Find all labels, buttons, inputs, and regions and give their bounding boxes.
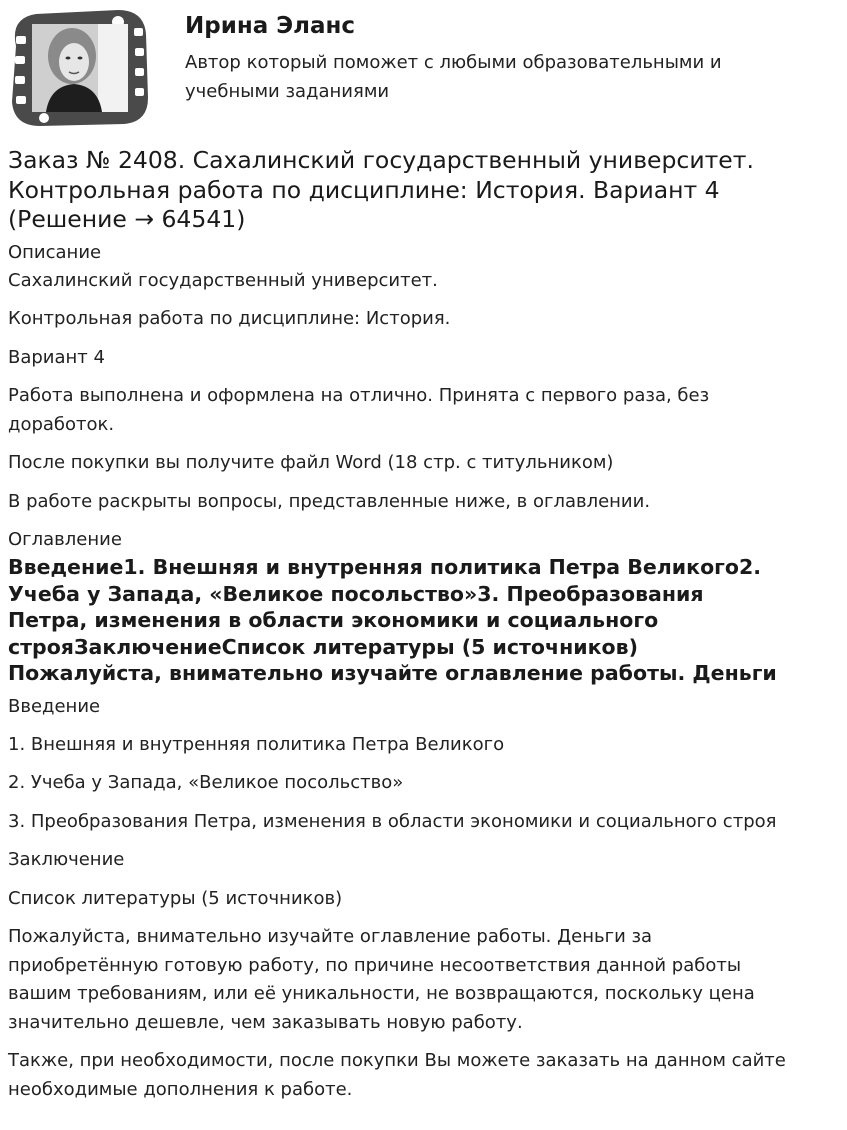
refund-notice-line: вашим требованиям, или её уникальности, не возвращаются, поскольку цена [8,983,755,1004]
description-file-info: После покупки вы получите файл Word (18 стр. с титульником) [8,452,614,473]
description-university: Сахалинский государственный университет. [8,269,438,291]
toc-label: Оглавление [8,529,122,550]
additional-info [8,1047,838,1104]
description-quality-line: доработок. [8,413,115,435]
author-description [185,48,825,106]
author-avatar [6,6,152,128]
additional-info-line: необходимые дополнения к работе. [8,1078,353,1100]
toc-item: 3. Преобразования Петра, изменения в области экономики и социального строя [8,810,777,832]
refund-notice-line: приобретённую готовую работу, по причине несоответствия данной работы [8,954,742,976]
page-title-line: Заказ № 2408. Сахалинский государственный университет. [8,146,754,174]
toc-item: Заключение [8,849,125,870]
toc-item: Введение [8,695,101,717]
main-content [8,146,838,1114]
refund-notice-line: значительно дешевле, чем заказывать новую работу. [8,1011,523,1033]
page-title [8,146,838,235]
toc-item: Список литературы (5 источников) [8,887,343,909]
description-work: Контрольная работа по дисциплине: История. [8,308,451,329]
refund-notice-line: Пожалуйста, внимательно изучайте оглавление работы. Деньги за [8,926,653,947]
toc-bold-line: Учеба у Запада, «Великое посольство»3. Преобразования [8,581,704,606]
author-description-line: Автор который поможет с любыми образовательными и [185,52,722,73]
additional-info-line: Также, при необходимости, после покупки Вы можете заказать на данном сайте [8,1050,786,1071]
toc-bold-line: Пожалуйста, внимательно изучайте оглавление работы. Деньги [8,661,777,685]
toc-item: 2. Учеба у Запада, «Великое посольство» [8,772,404,793]
description-questions-info: В работе раскрыты вопросы, представленные ниже, в оглавлении. [8,490,651,512]
author-description-line: учебными заданиями [185,81,390,102]
toc-bold-line: Введение1. Внешняя и внутренняя политика Петра Великого2. [8,555,762,579]
page-title-line: Контрольная работа по дисциплине: История. Вариант 4 [8,175,720,204]
toc-bold-line: строяЗаключениеСписок литературы (5 источников) [8,634,638,659]
page-title-line: (Решение → 64541) [8,205,246,233]
author-name: Ирина Эланс [185,13,356,39]
toc-item: 1. Внешняя и внутренняя политика Петра Великого [8,733,505,755]
description-label: Описание [8,241,102,263]
toc-bold-line: Петра, изменения в области экономики и социального [8,608,659,632]
refund-notice [8,923,838,1037]
toc-bold-summary [8,554,838,687]
description-variant: Вариант 4 [8,346,105,368]
description-quality [8,382,838,439]
author-header [0,0,847,135]
description-quality-line: Работа выполнена и оформлена на отлично. Принята с первого раза, без [8,385,710,406]
